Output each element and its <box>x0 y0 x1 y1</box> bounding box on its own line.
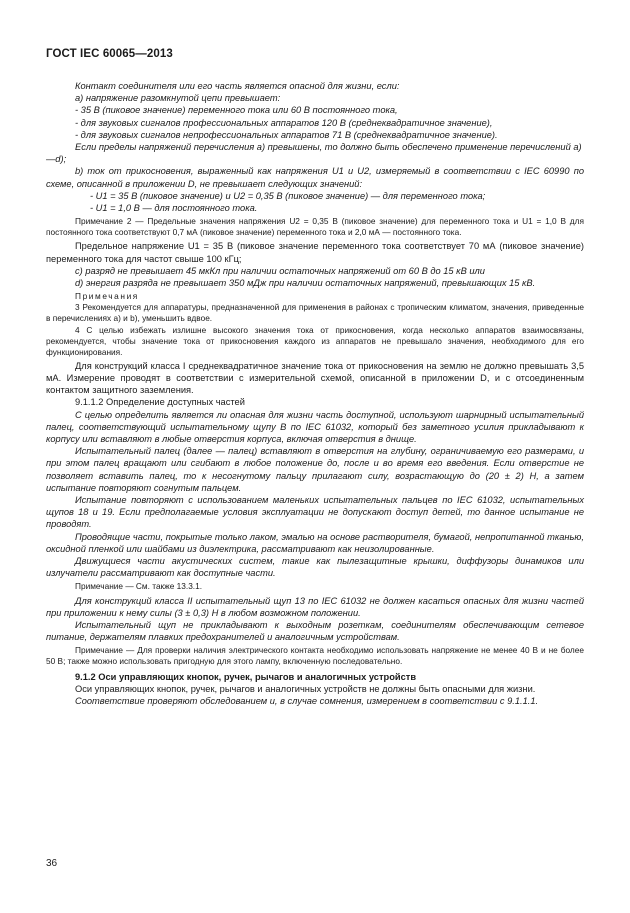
paragraph: С целью определить является ли опасная для жизни часть доступной, используют шарнирный испытательный палец, соответствующий испытательному щупу B по IEC 61032, который без заметного усилия прикладывают к корпусу или вставляют в любые отверстия корпуса, включая отверстия в днище. <box>46 409 584 445</box>
notes-heading: Примечания <box>75 291 139 302</box>
paragraph: Движущиеся части акустических систем, такие как пылезащитные крышки, диффузоры динамиков или излучатели рассматривают как доступные части. <box>46 556 584 579</box>
list-item: - 35 В (пиковое значение) переменного тока или 60 В постоянного тока, <box>75 105 398 116</box>
paragraph: Испытательный палец (далее — палец) вставляют в отверстия на глубину, ограничиваемую его размерами, и при этом палец вращают или сгибают в любое положение до, после и во время его введения. Если отверстие не позволяет вставить палец, то к несогнутому пальцу прилагают силу, возрастающую до (20 ± 2) Н, а затем испытание повторяют согнутым пальцем. <box>46 446 584 493</box>
document-body <box>46 80 584 707</box>
list-item: - U1 = 35 В (пиковое значение) и U2 = 0,35 В (пиковое значение) — для переменного тока; <box>90 190 486 201</box>
list-item: d) энергия разряда не превышает 350 мДж при наличии остаточных напряжений, превышающих 15 кВ. <box>75 278 536 289</box>
paragraph: Если пределы напряжений перечисления a) превышены, то должно быть обеспечено применение перечислений a)—d); <box>46 142 582 165</box>
list-item: c) разряд не превышает 45 мкКл при наличии остаточных напряжений от 60 В до 15 кВ или <box>75 265 485 276</box>
paragraph: Предельное напряжение U1 = 35 В (пиковое значение переменного тока соответствует 70 мА (пиковое значение) переменного тока для частот свыше 100 кГц; <box>46 241 584 264</box>
paragraph: Испытание повторяют с использованием маленьких испытательных пальцев по IEC 61032, испытательных щупов 18 и 19. Если предполагаемые условия эксплуатации не допускают доступ детей, то данное испытание не проводят. <box>46 495 584 530</box>
paragraph: Контакт соединителя или его часть является опасной для жизни, если: <box>75 81 400 91</box>
note: Примечание — Для проверки наличия электрического контакта необходимо использовать напряжение не менее 40 В и не более 50 В; также можно использовать пригодную для этого лампу, включенную последовательно. <box>46 645 584 667</box>
paragraph: Испытательный щуп не прикладывают к выходным розеткам, соединителям обеспечивающим сетевое питание, держателям плавких предохранителей и аналогичным устройствам. <box>46 619 584 643</box>
list-item: - U1 = 1,0 В — для постоянного тока. <box>90 203 258 214</box>
paragraph: Соответствие проверяют обследованием и, в случае сомнения, измерением в соответствии с 9.1.1.1. <box>75 695 539 706</box>
note: Примечание — См. также 13.3.1. <box>75 581 203 592</box>
list-item: - для звуковых сигналов профессиональных аппаратов 120 В (среднеквадратичное значение), <box>75 117 493 128</box>
note: 4 С целью избежать излишне высокого значения тока от прикосновения, когда несколько аппаратов взаимосвязаны, рекомендуется, чтобы значение тока от прикосновения каждого из аппаратов не превышало значения, необходимого для его функционирования. <box>46 324 584 357</box>
list-item: - для звуковых сигналов непрофессиональных аппаратов 71 В (среднеквадратичное значение). <box>75 129 498 140</box>
note: 3 Рекомендуется для аппаратуры, предназначенной для применения в районах с тропическим климатом, значения, приведенные в перечислениях a) и b), уменьшить вдвое. <box>46 302 584 324</box>
section-heading: 9.1.2 Оси управляющих кнопок, ручек, рычагов и аналогичных устройств <box>75 671 417 682</box>
note: Примечание 2 — Предельные значения напряжения U2 = 0,35 В (пиковое значение) для переменного тока и U1 = 1,0 В для постоянного тока соответствуют 0,7 мА (пиковое значение) переменного тока и 2,0 мА — постоянного тока. <box>46 216 584 238</box>
list-item: b) ток от прикосновения, выраженный как напряжения U1 и U2, измеряемый в соответствии с IEC 60990 по схеме, описанной в приложении D, не превышает следующих значений: <box>46 166 584 189</box>
paragraph: Для конструкций класса I среднеквадратичное значение тока от прикосновения на землю не должно превышать 3,5 мА. Измерение проводят в соответствии с измерительной схемой, описанной в приложении D, и с отсоединенным контактом защитного заземления. <box>46 360 584 396</box>
section-title: 9.1.1.2 Определение доступных частей <box>75 397 245 408</box>
paragraph: Оси управляющих кнопок, ручек, рычагов и аналогичных устройств не должны быть опасными для жизни. <box>75 683 536 694</box>
paragraph: Для конструкций класса II испытательный щуп 13 по IEC 61032 не должен касаться опасных для жизни частей при приложении к нему силы (3 ± 0,3) Н в любом возможном положении. <box>46 595 584 618</box>
page-number: 36 <box>46 858 58 869</box>
paragraph: Проводящие части, покрытые только лаком, эмалью на основе растворителя, бумагой, непропитанной тканью, оксидной пленкой или шайбами из диэлектрика, рассматривают как неизолированные. <box>46 531 584 554</box>
list-item: a) напряжение разомкнутой цепи превышает: <box>75 93 281 104</box>
document-header: ГОСТ IEC 60065—2013 <box>46 48 173 60</box>
